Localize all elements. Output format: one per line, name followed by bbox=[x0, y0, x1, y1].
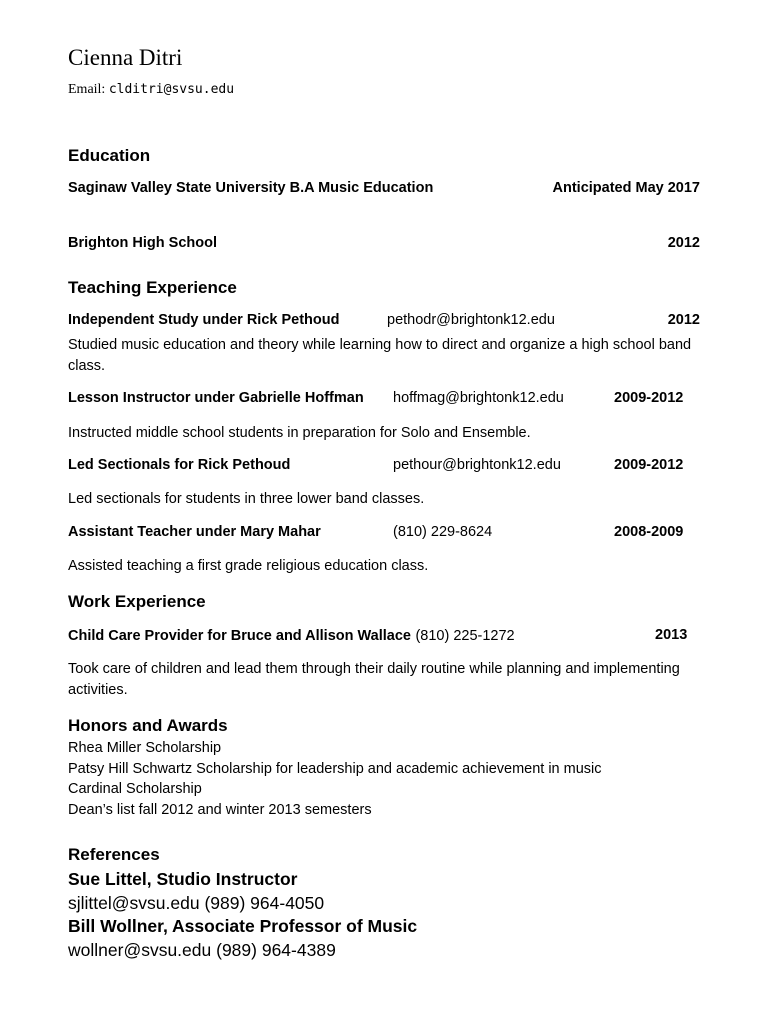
email-line bbox=[68, 82, 234, 98]
work-title: Child Care Provider for Bruce and Allison Wallace bbox=[68, 628, 411, 644]
applicant-name: Cienna Ditri bbox=[68, 45, 183, 70]
education-school: Saginaw Valley State University B.A Music Education bbox=[68, 180, 434, 196]
teaching-date: 2009-2012 bbox=[614, 457, 684, 473]
email-address: clditri@svsu.edu bbox=[108, 82, 235, 97]
reference-contact bbox=[68, 940, 336, 961]
education-school: Brighton High School bbox=[68, 235, 218, 251]
honors-list bbox=[68, 738, 602, 820]
teaching-date: 2008-2009 bbox=[614, 524, 684, 540]
teaching-contact: pethour@brightonk12.edu bbox=[393, 457, 561, 473]
teaching-contact: pethodr@brightonk12.edu bbox=[387, 312, 555, 328]
work-date: 2013 bbox=[655, 627, 688, 643]
reference-name: Bill Wollner, Associate Professor of Music bbox=[68, 916, 418, 936]
teaching-title: Led Sectionals for Rick Pethoud bbox=[68, 457, 291, 473]
teaching-heading: Teaching Experience bbox=[68, 278, 237, 297]
references-heading: References bbox=[68, 845, 160, 864]
teaching-title: Assistant Teacher under Mary Mahar bbox=[68, 524, 321, 540]
honor-item: Cardinal Scholarship bbox=[68, 781, 202, 797]
work-contact: (810) 225-1272 bbox=[415, 628, 515, 644]
reference-phone: (989) 964-4050 bbox=[204, 893, 325, 913]
work-description: Took care of children and lead them through their daily routine while planning and implementing activities. bbox=[68, 661, 680, 698]
teaching-contact: hoffmag@brightonk12.edu bbox=[393, 390, 564, 406]
reference-phone: (989) 964-4389 bbox=[216, 940, 336, 960]
honor-item: Patsy Hill Schwartz Scholarship for leadership and academic achievement in music bbox=[68, 760, 602, 777]
honor-item: Dean’s list fall 2012 and winter 2013 semesters bbox=[68, 801, 372, 818]
teaching-description: Led sectionals for students in three lower band classes. bbox=[68, 491, 425, 507]
education-date: Anticipated May 2017 bbox=[552, 180, 700, 196]
reference-name: Sue Littel, Studio Instructor bbox=[68, 869, 298, 889]
education-heading: Education bbox=[68, 146, 151, 165]
teaching-description: Instructed middle school students in preparation for Solo and Ensemble. bbox=[68, 425, 531, 441]
work-heading: Work Experience bbox=[68, 592, 206, 611]
honor-item: Rhea Miller Scholarship bbox=[68, 740, 222, 756]
teaching-date: 2009-2012 bbox=[614, 390, 684, 406]
work-title-line bbox=[68, 627, 515, 645]
email-label: Email: bbox=[68, 82, 106, 97]
teaching-title: Independent Study under Rick Pethoud bbox=[68, 312, 340, 328]
teaching-description: Studied music education and theory while learning how to direct and organize a high school band class. bbox=[68, 337, 692, 374]
honors-heading: Honors and Awards bbox=[68, 716, 228, 735]
education-date: 2012 bbox=[667, 235, 700, 251]
reference-email: wollner@svsu.edu bbox=[68, 940, 212, 960]
teaching-description: Assisted teaching a first grade religious education class. bbox=[68, 558, 429, 574]
teaching-contact: (810) 229-8624 bbox=[393, 524, 493, 540]
teaching-date: 2012 bbox=[667, 312, 700, 328]
teaching-title: Lesson Instructor under Gabrielle Hoffman bbox=[68, 390, 364, 406]
reference-email: sjlittel@svsu.edu bbox=[68, 893, 200, 913]
reference-contact bbox=[68, 893, 324, 914]
